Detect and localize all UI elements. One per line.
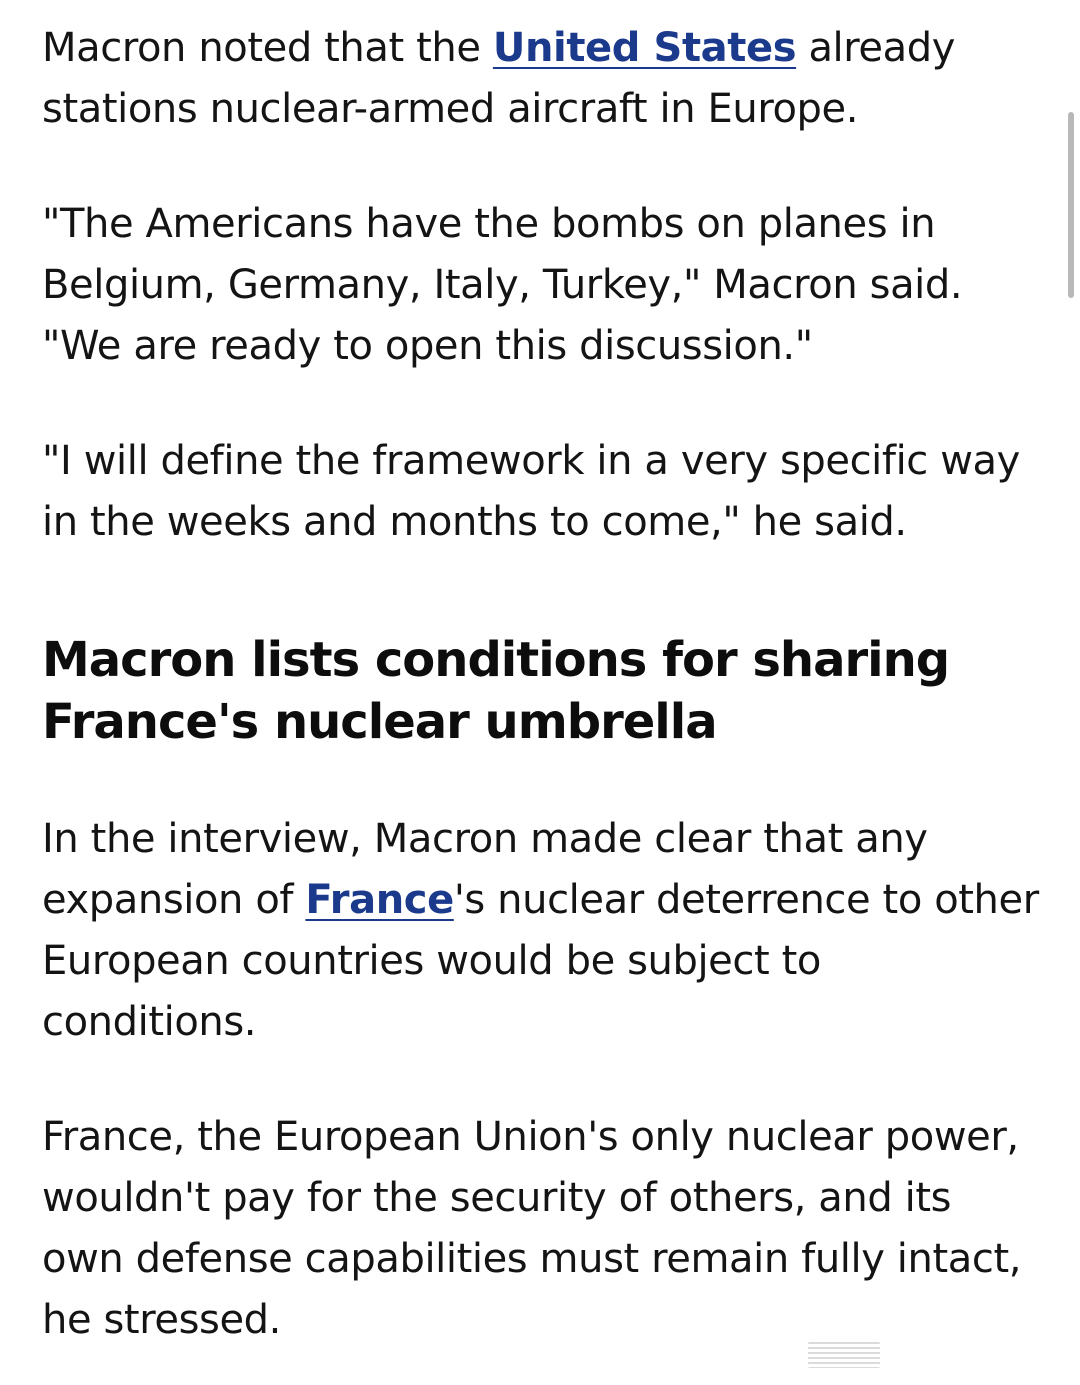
paragraph-text: Macron noted that the <box>42 25 493 71</box>
paragraph-framework-quote: "I will define the framework in a very specific way in the weeks and months to come," he said. <box>42 438 1020 545</box>
paragraph-us-aircraft <box>42 18 1042 140</box>
paragraph-text: 's nuclear deterrence to other European countries would be subject to conditions. <box>42 877 1039 1045</box>
paragraph-security: France, the European Union's only nuclear power, wouldn't pay for the security of others, and its own defense capabilities must remain fully intact, he stressed. <box>42 1114 1022 1343</box>
watermark <box>808 1333 1068 1377</box>
watermark-logo-icon <box>808 1342 880 1368</box>
link-united-states[interactable]: United States <box>492 25 797 71</box>
paragraph-americans-quote: "The Americans have the bombs on planes in Belgium, Germany, Italy, Turkey," Macron said. "We are ready to open this discussion." <box>42 201 963 369</box>
paragraph-text: In the interview, Macron made clear that any expansion of <box>42 816 928 923</box>
section-heading: Macron lists conditions for sharing France's nuclear umbrella <box>42 632 950 750</box>
scrollbar-thumb[interactable] <box>1068 112 1074 298</box>
link-france[interactable]: France <box>305 877 454 923</box>
paragraph-text: already stations nuclear-armed aircraft in Europe. <box>42 25 956 132</box>
article-body <box>42 18 1042 1351</box>
paragraph-interview <box>42 809 1042 1053</box>
